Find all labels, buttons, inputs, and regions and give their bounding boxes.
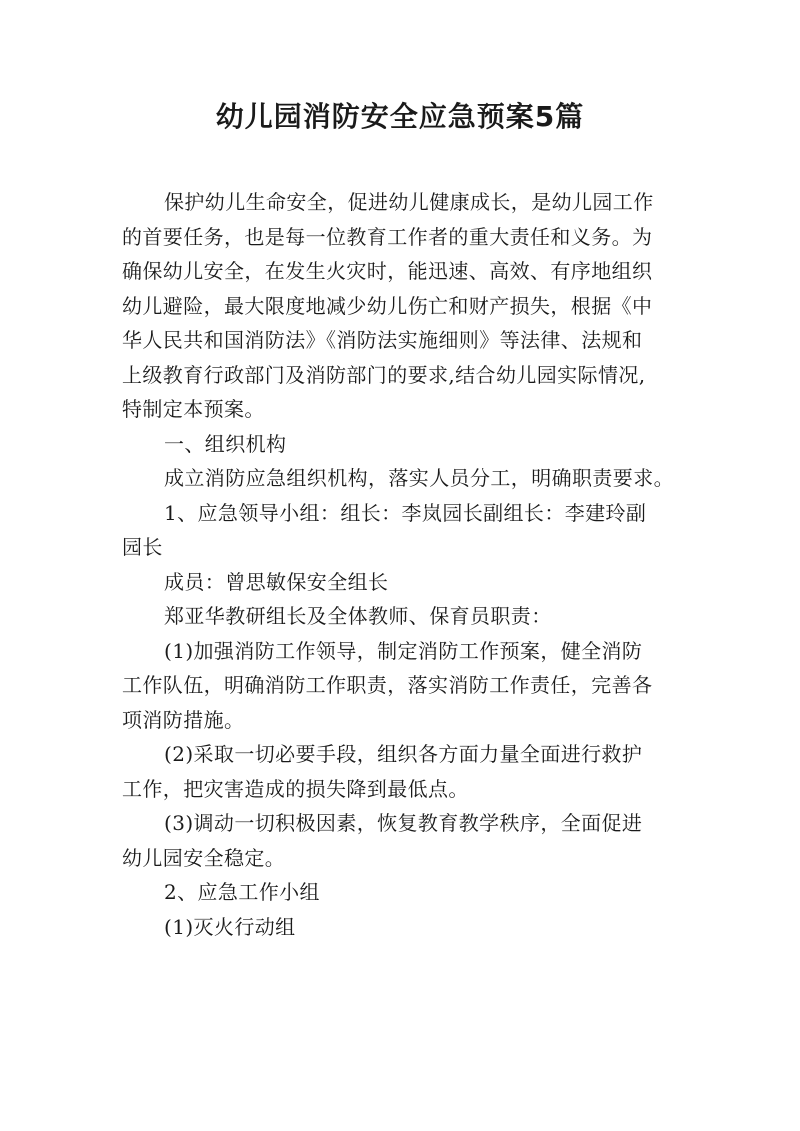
members-duties-line: 郑亚华教研组长及全体教师、保育员职责： xyxy=(164,604,552,628)
text-line: 幼儿园安全稳定。 xyxy=(122,845,286,870)
text-line: 确保幼儿安全，在发生火灾时，能迅速、高效、有序地组织 xyxy=(122,259,653,283)
text-line: 上级教育行政部门及消防部门的要求,结合幼儿园实际情况, xyxy=(122,362,646,387)
duty-item-1 xyxy=(122,634,682,738)
text-line: 工作队伍，明确消防工作职责，落实消防工作责任，完善各 xyxy=(122,673,653,697)
document-title: 幼儿园消防安全应急预案5篇 xyxy=(215,100,585,133)
text-line: 幼儿避险，最大限度地减少幼儿伤亡和财产损失，根据《中 xyxy=(122,293,653,318)
section-intro: 成立消防应急组织机构，落实人员分工，明确职责要求。 xyxy=(164,466,674,490)
text-line: (3)调动一切积极因素，恢复教育教学秩序，全面促进 xyxy=(164,811,643,835)
members-line: 成员：曾思敏保安全组长 xyxy=(164,569,389,594)
duty-item-2 xyxy=(122,737,682,806)
text-line: 1、应急领导小组：组长：李岚园长副组长：李建玲副 xyxy=(164,500,647,525)
intro-paragraph xyxy=(122,185,682,427)
text-line: 工作，把灾害造成的损失降到最低点。 xyxy=(122,776,469,801)
text-line: 华人民共和国消防法》《消防法实施细则》等法律、法规和 xyxy=(122,328,643,352)
section-heading-work-group: 2、应急工作小组 xyxy=(164,880,320,904)
text-line: (2)采取一切必要手段，组织各方面力量全面进行救护 xyxy=(164,742,643,766)
text-line: 的首要任务，也是每一位教育工作者的重大责任和义务。为 xyxy=(122,224,653,249)
text-line: 特制定本预案。 xyxy=(122,397,265,421)
subsection-heading-firefighting: (1)灭火行动组 xyxy=(164,914,296,939)
text-line: 项消防措施。 xyxy=(122,707,245,732)
text-line: (1)加强消防工作领导，制定消防工作预案，健全消防 xyxy=(164,638,643,663)
text-line: 保护幼儿生命安全，促进幼儿健康成长，是幼儿园工作 xyxy=(164,190,654,214)
document-body xyxy=(122,185,682,944)
leadership-group-paragraph xyxy=(122,496,682,565)
section-heading-organization: 一、组织机构 xyxy=(164,431,287,456)
text-line: 园长 xyxy=(122,535,163,559)
duty-item-3 xyxy=(122,806,682,875)
